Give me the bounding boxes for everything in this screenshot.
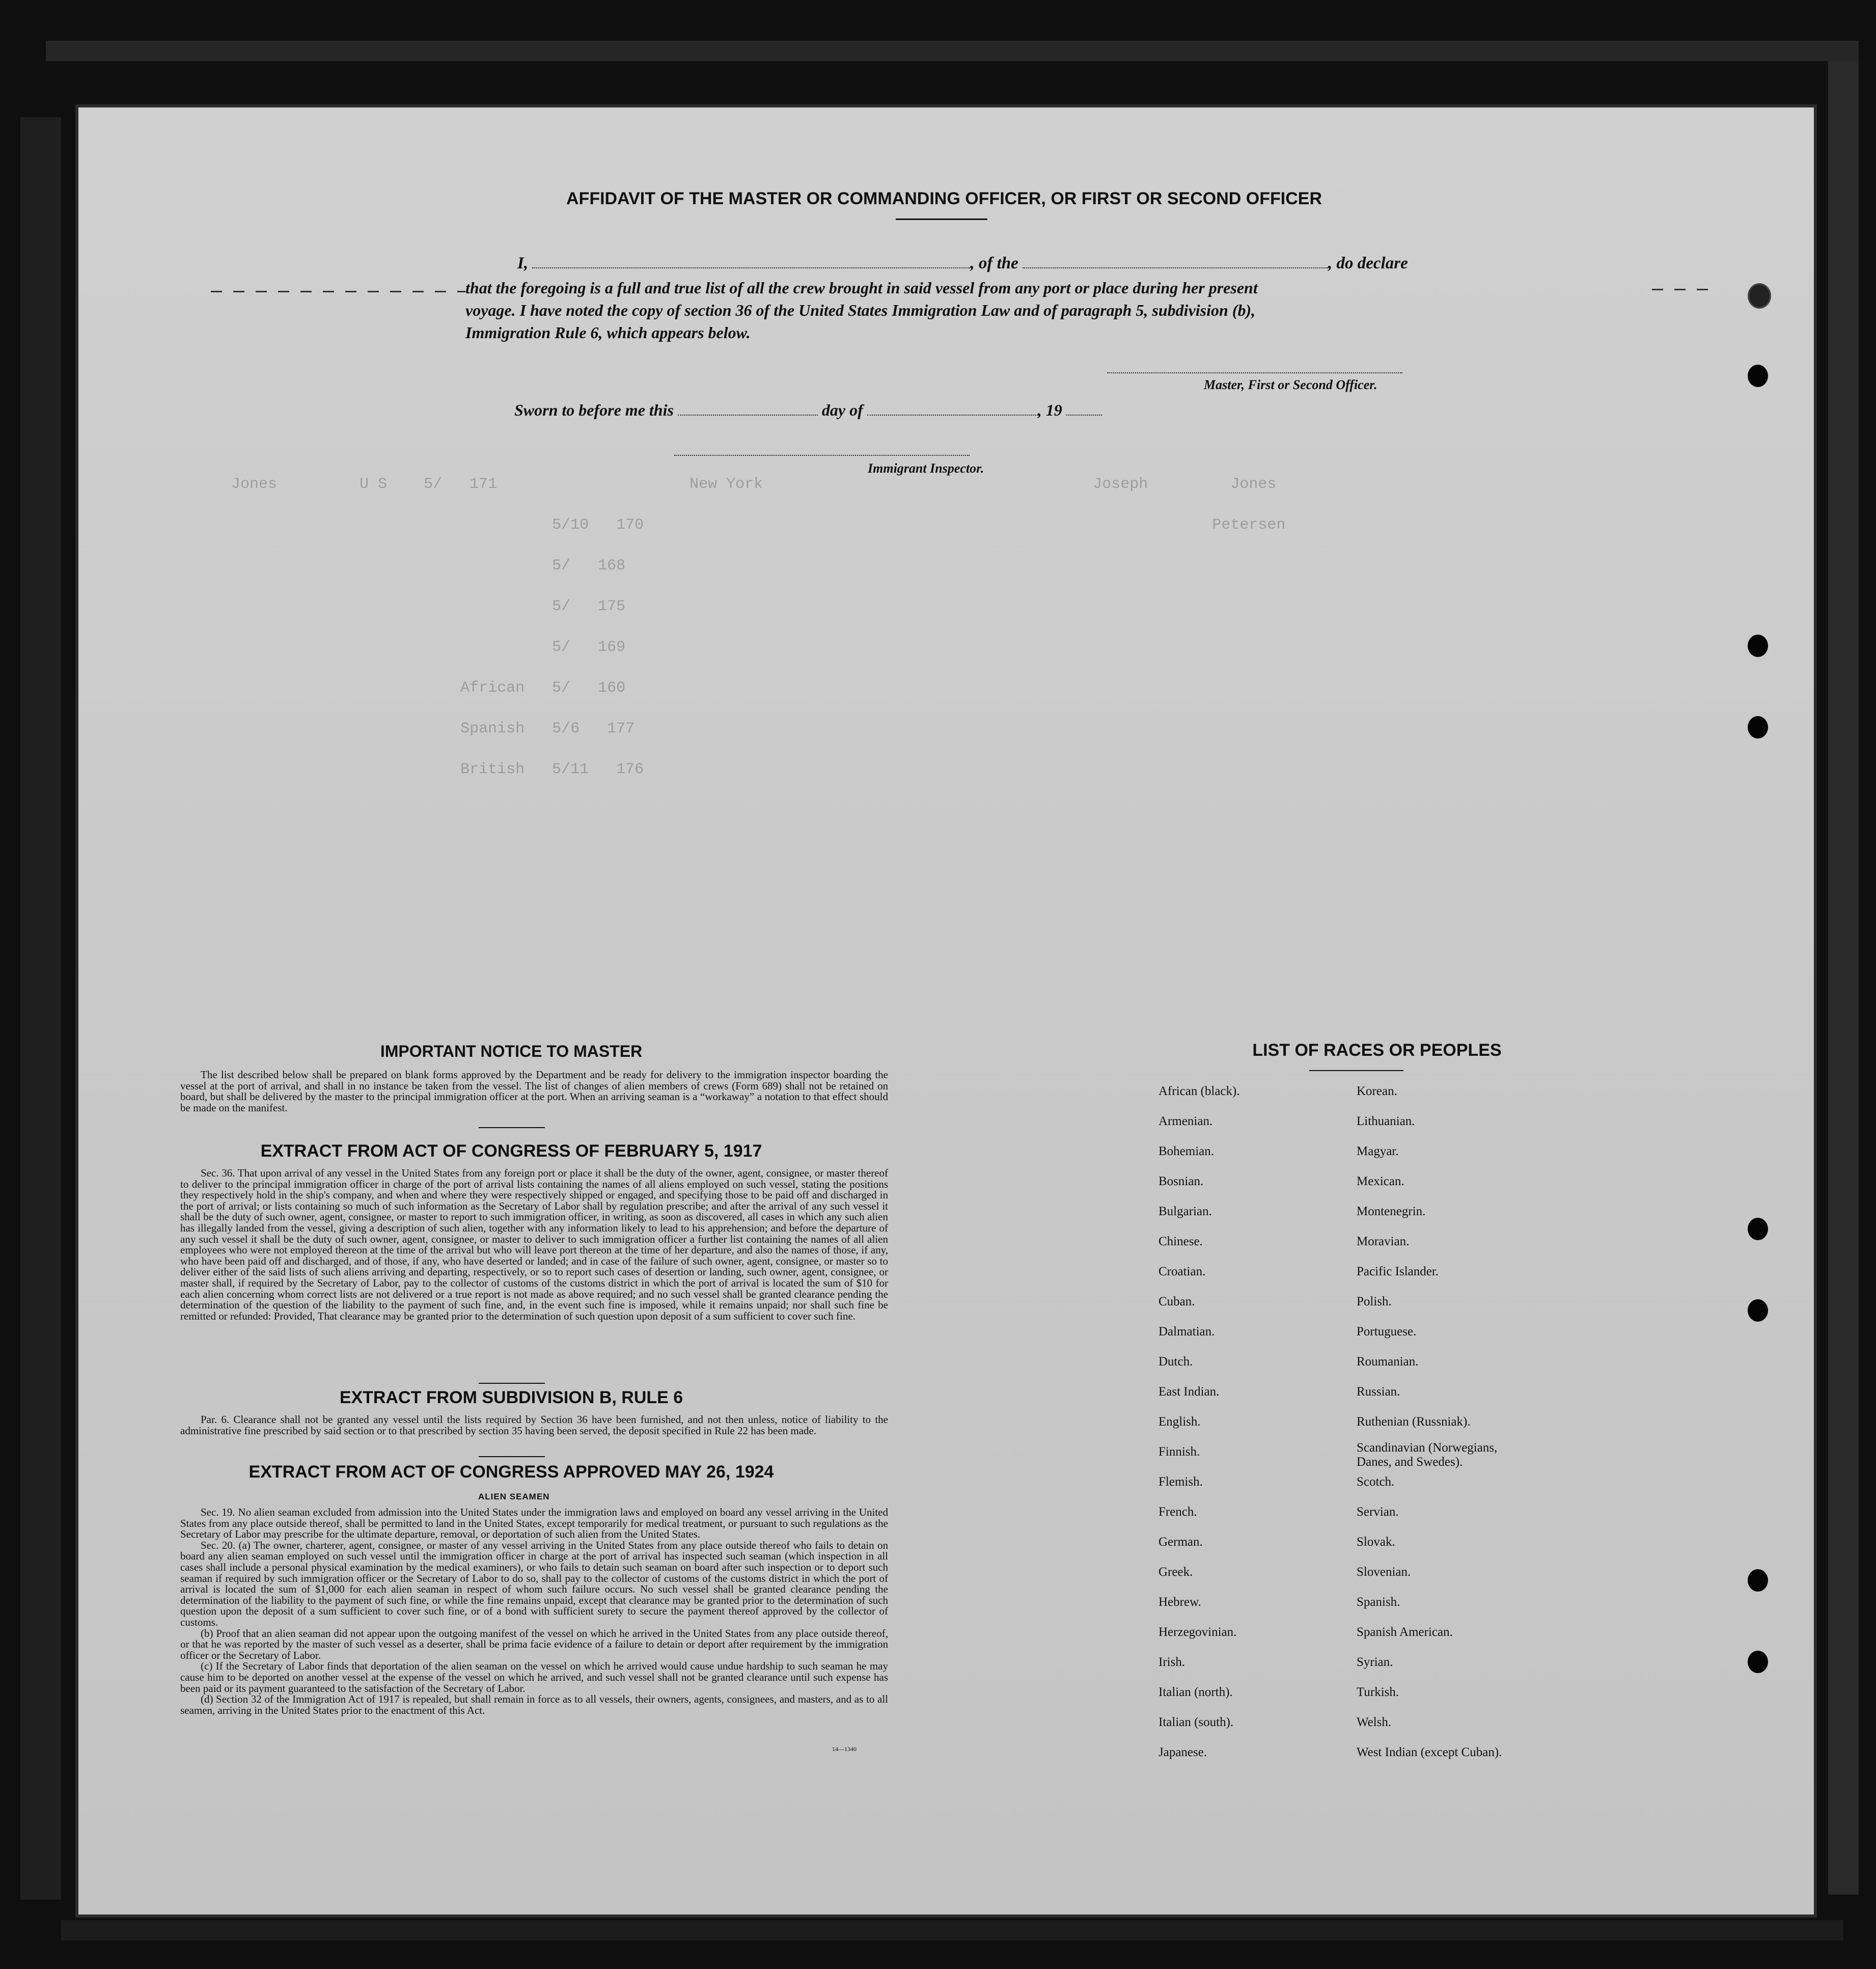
race-item: Bohemian.	[1158, 1144, 1215, 1158]
race-item: Hebrew.	[1158, 1595, 1201, 1609]
race-item: Ruthenian (Russniak).	[1357, 1415, 1471, 1429]
i-label: I,	[517, 254, 529, 272]
scan-frame-left	[20, 117, 61, 1900]
race-item: Roumanian.	[1357, 1355, 1419, 1369]
manifest-page	[75, 104, 1817, 1918]
race-item: Herzegovinian.	[1158, 1625, 1237, 1639]
race-item: Syrian.	[1357, 1655, 1393, 1669]
punch-hole	[1748, 1299, 1768, 1322]
scan-frame-bottom	[61, 1920, 1843, 1940]
extract-1917-title: EXTRACT FROM ACT OF CONGRESS OF FEBRUARY 5, 1917	[260, 1141, 762, 1161]
race-item: East Indian.	[1158, 1385, 1220, 1399]
race-item: Slovak.	[1357, 1535, 1395, 1549]
race-item: Magyar.	[1357, 1144, 1399, 1158]
race-item: Korean.	[1357, 1084, 1397, 1098]
scan-frame-top	[46, 41, 1859, 61]
bleed-through-text: Jones U S 5/ 171 New York Joseph Jones 5/10 170 Petersen 5/ 168 5/ 175 5/ 169 African 5/ 160 Spanish 5/6 177 British 5/11 176	[231, 476, 1286, 778]
punch-hole	[1748, 1651, 1768, 1673]
of-the-label: , of the	[970, 254, 1018, 272]
race-item: Italian (north).	[1158, 1685, 1233, 1699]
notice-text: The list described below shall be prepared on blank forms approved by the Department and be ready for delivery to the immigration inspector boarding the vessel at the port of arrival, and shall in no instance be taken from the vessel. The list of changes of alien members of crews (Form 689) shall not be retained on board, but shall be delivered by the master to the principal immigration officer at the port. When an arriving seaman is a “workaway” a notation to that effect should be made on the manifest.	[180, 1069, 888, 1114]
race-item: Mexican.	[1357, 1174, 1404, 1188]
extract-1917-rule	[479, 1383, 545, 1384]
declarant-name-field[interactable]	[532, 256, 970, 268]
race-item: Italian (south).	[1158, 1715, 1234, 1729]
race-item: Bulgarian.	[1158, 1205, 1212, 1218]
dash-mark	[211, 291, 465, 292]
races-title: LIST OF RACES OR PEOPLES	[1252, 1041, 1502, 1060]
race-item: Polish.	[1357, 1295, 1392, 1308]
extract-1924-title: EXTRACT FROM ACT OF CONGRESS APPROVED MAY 26, 1924	[249, 1462, 774, 1482]
race-item: Japanese.	[1158, 1745, 1207, 1759]
sworn-month-field[interactable]	[867, 403, 1038, 416]
dash-mark	[1652, 289, 1718, 290]
punch-hole	[1748, 635, 1768, 657]
extract-1924-text: Sec. 19. No alien seaman excluded from admission into the United States under the immigration laws and employed on board any vessel arriving in the United States from any place outside thereof, shall be permitted to land in the United States, except temporarily for medical treatment, or pursuant to such regulations as the Secretary of Labor may prescribe for the ultimate departure, removal, or deportation of such alien from the United States. Sec. 20. (a) The owner, charterer, agent, consignee, or master of any vessel arriving in the United States from any place outside thereof who fails to detain on board any alien seaman employed on such vessel until the immigration officer in charge at the port of arrival has inspected such seaman (which inspection in all cases shall include a personal physical examination by the medical examiners), or who fails to detain such seaman on board after such inspection or to deport such seaman if required by such immigration officer or the Secretary of Labor to do so, shall pay to the collector of customs of the customs district in which the port of arrival is located the sum of $1,000 for each alien seaman in respect of whom such failure occurs. No such vessel shall be granted clearance pending the determination of the liability to the payment of such fine, or while the fine remains unpaid, except that clearance may be granted prior to the determination of such question upon the deposit of a sum sufficient to cover such fine, or of a bond with sufficient surety to secure the payment thereof approved by the collector of customs. (b) Proof that an alien seaman did not appear upon the outgoing manifest of the vessel on which he arrived in the United States from any place outside thereof, or that he was reported by the master of such vessel as a deserter, shall be prima facie evidence of a failure to detain or deport after requirement by the immigration officer or the Secretary of Labor. (c) If the Secretary of Labor finds that deportation of the alien seaman on the vessel on which he arrived would cause undue hardship to such seaman he may cause him to be deported on another vessel at the expense of the vessel on which he arrived, and such vessel shall not be granted clearance until such expense has been paid or its payment guaranteed to the satisfaction of the Secretary of Labor. (d) Section 32 of the Immigration Act of 1917 is repealed, but shall remain in force as to all vessels, their owners, agents, consignees, and masters, and as to all seamen, arriving in the United States prior to the enactment of this Act.	[180, 1506, 888, 1716]
race-item: West Indian (except Cuban).	[1357, 1745, 1502, 1759]
vessel-name-field[interactable]	[1023, 256, 1328, 268]
rule6-rule	[479, 1456, 545, 1457]
affidavit-title-rule	[896, 218, 987, 220]
race-item: Cuban.	[1158, 1295, 1195, 1308]
punch-hole	[1748, 283, 1771, 309]
race-item: Dutch.	[1158, 1355, 1193, 1369]
inspector-label: Immigrant Inspector.	[868, 461, 984, 476]
race-item: Slovenian.	[1357, 1565, 1411, 1579]
race-item: German.	[1158, 1535, 1203, 1549]
race-item: Spanish American.	[1357, 1625, 1453, 1639]
race-item: Flemish.	[1158, 1475, 1203, 1489]
punch-hole	[1748, 716, 1768, 739]
inspector-signature-field[interactable]	[674, 444, 970, 456]
notice-rule	[479, 1127, 545, 1128]
race-item: Chinese.	[1158, 1235, 1203, 1248]
affidavit-line-1: that the foregoing is a full and true list of all the crew brought in said vessel from any port or place during her present	[465, 279, 1258, 297]
affidavit-title: AFFIDAVIT OF THE MASTER OR COMMANDING OFFICER, OR FIRST OR SECOND OFFICER	[566, 189, 1322, 208]
race-item: Greek.	[1158, 1565, 1193, 1579]
race-item: Bosnian.	[1158, 1174, 1204, 1188]
race-item: Scandinavian (Norwegians, Danes, and Swedes).	[1357, 1441, 1498, 1469]
sworn-year-field[interactable]	[1066, 403, 1102, 416]
alien-seamen-subtitle: ALIEN SEAMEN	[478, 1492, 550, 1501]
race-item: African (black).	[1158, 1084, 1240, 1098]
affidavit-line-3: Immigration Rule 6, which appears below.	[465, 323, 751, 342]
race-item: Moravian.	[1357, 1235, 1410, 1248]
sworn-line	[514, 401, 1102, 420]
sworn-label: Sworn to before me this	[514, 401, 674, 419]
race-item: Finnish.	[1158, 1445, 1200, 1459]
race-item: Pacific Islander.	[1357, 1265, 1439, 1278]
affidavit-line-2: voyage. I have noted the copy of section 36 of the United States Immigration Law and of paragraph 5, subdivision (b),	[465, 301, 1256, 319]
race-item: Irish.	[1158, 1655, 1185, 1669]
punch-hole	[1748, 1569, 1768, 1592]
form-number: 14—1340	[832, 1745, 857, 1753]
race-item: Turkish.	[1357, 1685, 1399, 1699]
race-item: Spanish.	[1357, 1595, 1400, 1609]
day-of-label: day of	[821, 401, 863, 419]
race-item: Portuguese.	[1357, 1325, 1417, 1338]
punch-hole	[1748, 365, 1768, 387]
race-item: Lithuanian.	[1357, 1114, 1415, 1128]
extract-1917-text: Sec. 36. That upon arrival of any vessel in the United States from any foreign port or place it shall be the duty of the owner, agent, consignee, or master thereof to deliver to the principal immigration officer in charge of the port of arrival lists containing the names of all aliens employed on such vessel, stating the positions they respectively hold in the ship's company, and when and where they were respectively shipped or engaged, and specifying those to be paid off and discharged in the port of arrival; or lists containing so much of such information as the Secretary of Labor shall by regulation prescribe; and after the arrival of any such vessel it shall be the duty of such owner, agent, consignee, or master to report to such immigration officer, in writing, as soon as discovered, all cases in which any such alien has illegally landed from the vessel, giving a description of such alien, together with any information likely to lead to his apprehension; and before the departure of any such vessel it shall be the duty of such owner, agent, consignee, or master to deliver to such immigration officer a further list containing the names of all alien employees who were not employed thereon at the time of the arrival but who will leave port thereon at the time of her departure, and also the names of those, if any, who have been paid off and discharged, and of those, if any, who have deserted or landed; and in case of the failure of such owner, agent, consignee, or master so to deliver either of the said lists of such aliens arriving and departing, respectively, or so to report such cases of desertion or landing, such owner, agent, consignee, or master shall, if required by the Secretary of Labor, pay to the collector of customs of the customs district in which the port of arrival is located the sum of $10 for each alien concerning whom correct lists are not delivered or a true report is not made as above required; and no such vessel shall be granted clearance pending the determination of the question of the liability to the payment of such fine, and, in the event such fine is imposed, while it remains unpaid; nor shall such fine be remitted or refunded: Provided, That clearance may be granted prior to the determination of such question upon deposit of a sum sufficient to cover such fine.	[180, 1167, 888, 1322]
rule6-title: EXTRACT FROM SUBDIVISION B, RULE 6	[339, 1388, 683, 1407]
punch-hole	[1748, 1218, 1768, 1240]
race-item: Russian.	[1357, 1385, 1400, 1399]
race-item: Croatian.	[1158, 1265, 1206, 1278]
do-declare-label: , do declare	[1328, 254, 1408, 272]
race-item: Dalmatian.	[1158, 1325, 1215, 1338]
sworn-day-field[interactable]	[678, 403, 818, 416]
declarant-line	[517, 254, 1408, 273]
year-prefix-label: , 19	[1037, 401, 1062, 419]
master-signature-field[interactable]	[1107, 361, 1402, 373]
race-item: Montenegrin.	[1357, 1205, 1426, 1218]
notice-title: IMPORTANT NOTICE TO MASTER	[380, 1042, 643, 1060]
scan-frame-right	[1828, 61, 1859, 1895]
race-item: English.	[1158, 1415, 1201, 1429]
master-signature-label: Master, First or Second Officer.	[1204, 377, 1377, 392]
races-rule	[1309, 1070, 1403, 1071]
race-item: Servian.	[1357, 1505, 1399, 1519]
race-item: Scotch.	[1357, 1475, 1395, 1489]
race-item: Armenian.	[1158, 1114, 1213, 1128]
race-item: French.	[1158, 1505, 1197, 1519]
rule6-text: Par. 6. Clearance shall not be granted any vessel until the lists required by Section 36 have been furnished, and not then unless, notice of liability to the administrative fine prescribed by said section or to that prescribed by section 35 having been served, the deposit specified in Rule 22 has been made.	[180, 1413, 888, 1437]
race-item: Welsh.	[1357, 1715, 1392, 1729]
